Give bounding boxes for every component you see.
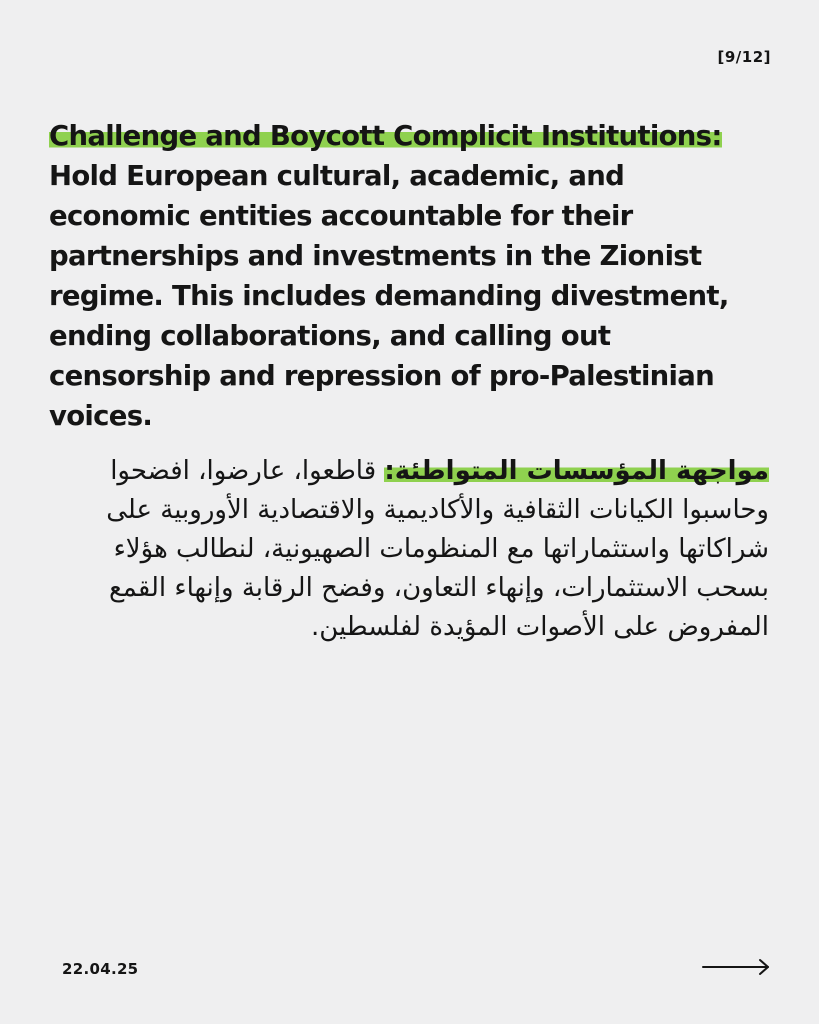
page-counter: [9/12]	[717, 48, 771, 66]
arrow-right-icon[interactable]	[701, 957, 771, 977]
arabic-heading: مواجهة المؤسسات المتواطئة:	[384, 456, 769, 486]
english-body: Hold European cultural, academic, and economic entities accountable for their partnerships and investments in the Zionist regime. This includes demanding divestment, ending collaborations, and calling out censorship and repression of pro-Palestinian voices.	[49, 160, 729, 432]
english-heading: Challenge and Boycott Complicit Institutions:	[49, 120, 722, 152]
english-paragraph	[49, 116, 749, 436]
arabic-body: قاطعوا، عارضوا، افضحوا وحاسبوا الكيانات الثقافية والأكاديمية والاقتصادية الأوروبية على شراكاتها واستثماراتها مع المنظومات الصهيونية، لنطالب هؤلاء بسحب الاستثمارات، وإنهاء التعاون، وفضح الرقابة وإنهاء القمع المفروض على الأصوات المؤيدة لفلسطين.	[106, 456, 769, 642]
arabic-paragraph	[44, 452, 769, 647]
post-date: 22.04.25	[62, 960, 139, 978]
